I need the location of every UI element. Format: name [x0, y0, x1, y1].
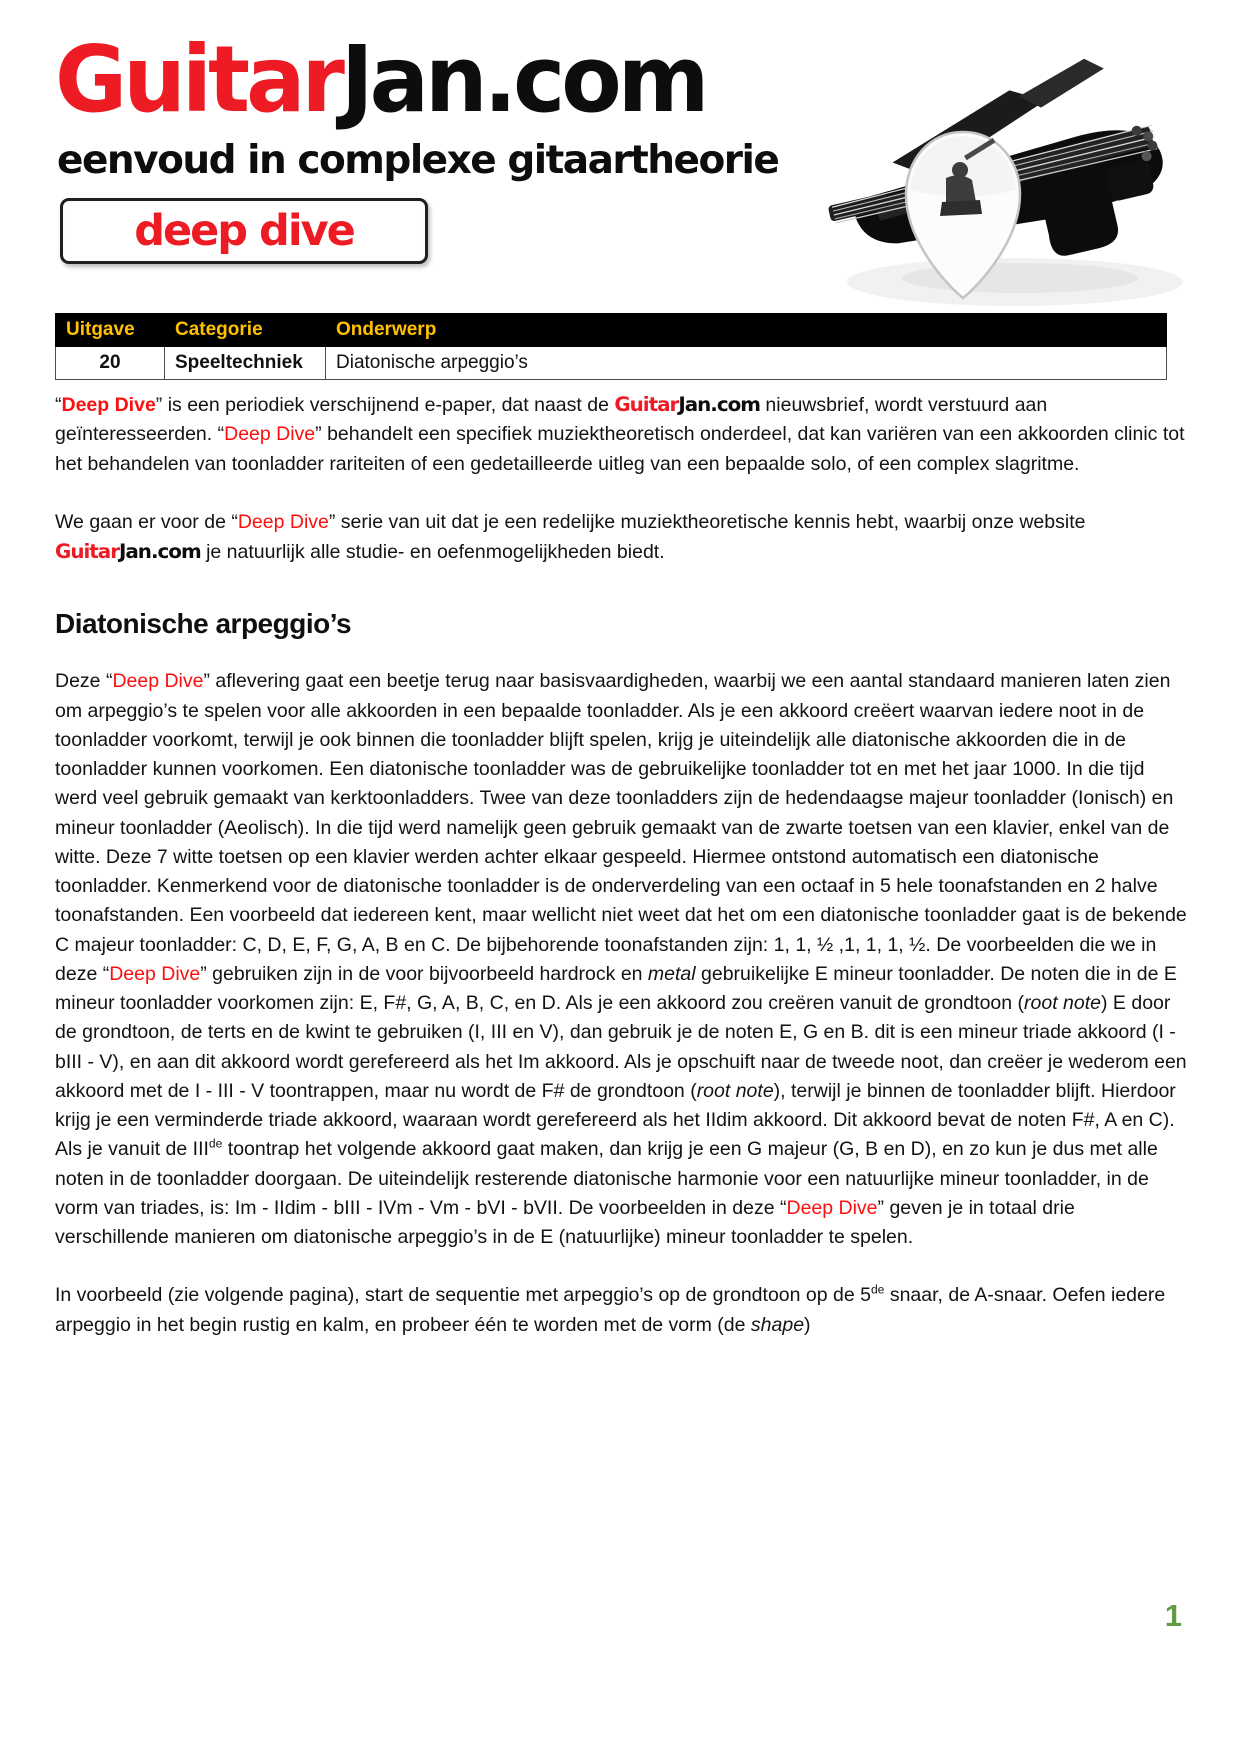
text-segment-red: Deep Dive — [224, 423, 316, 446]
text-segment: ” is een periodiek verschijnend e-paper, dat naast de — [155, 394, 615, 416]
cell-categorie: Speeltechniek — [165, 347, 326, 380]
text-segment: Deze “ — [55, 670, 113, 693]
text-segment-i: metal — [647, 962, 696, 985]
superscript-text: de — [208, 1136, 223, 1151]
guitar-plectrum-illustration — [800, 40, 1210, 330]
intro-paragraph — [55, 390, 1187, 479]
text-segment: toontrap het volgende akkoord gaat maken, dan krijg je een G majeur (G, B en D), en zo kun je dus met alle noten in de toonladder doorgaan. De uiteindelijk resterende diatonische harmonie voor een natuurlijke mineur toonladder, in de vorm van triades, is: Im - IIdim - bIII - IVm - Vm - bVI - bVII. De voorbeelden in deze “ — [55, 1138, 1158, 1219]
inline-logo-red: Guitar — [55, 540, 119, 563]
text-segment: gebruikelijke E mineur toonladder. De noten die in de E mineur toonladder voorkomen zijn: E, F#, G, A, B, C, en D. Als je een akkoord zou creëren vanuit de grondtoon ( — [55, 962, 1177, 1014]
text-segment: snaar, de A-snaar. Oefen iedere arpeggio in het begin rustig en kalm, en probeer één te worden met de vorm (de — [55, 1284, 1166, 1336]
header-uitgave: Uitgave — [56, 314, 165, 347]
inline-logo-red: Guitar — [614, 393, 679, 416]
text-segment: je natuurlijk alle studie- en oefenmogelijkheden biedt. — [200, 541, 665, 563]
text-segment: ” behandelt een specifiek muziektheoretisch onderdeel, dat kan variëren van een akkoorden clinic tot het behandelen van toonladder rariteiten of een gedetailleerde uitleg van een bepaalde solo, of een complex slagritme. — [55, 423, 1185, 475]
text-segment: ) — [804, 1313, 811, 1336]
text-segment: In voorbeeld (zie volgende pagina), start de sequentie met arpeggio’s op de grondtoon op de 5 — [55, 1284, 871, 1307]
logo-tagline: eenvoud in complexe gitaartheorie — [57, 138, 779, 183]
series-note-paragraph — [55, 508, 1187, 568]
issue-meta-table — [55, 313, 1167, 380]
inline-logo-black: Jan.com — [678, 393, 760, 416]
text-segment-red: Deep Dive — [112, 670, 204, 693]
text-segment-i: root note — [696, 1079, 774, 1102]
text-segment: We gaan er voor de “ — [55, 510, 238, 533]
document-body — [55, 390, 1187, 1369]
outro-paragraph — [55, 1281, 1187, 1340]
text-segment: ” gebruiken zijn in de voor bijvoorbeeld hardrock en — [200, 962, 648, 985]
inline-guitarjan-logo — [55, 540, 201, 563]
text-segment: ” aflevering gaat een beetje terug naar basisvaardigheden, waarbij we een aantal standaard manieren laten zien om arpeggio’s te spelen voor alle akkoorden in een bepaalde toonladder. Als je een akkoord creëert waarvan iedere noot in de toonladder voorkomt, terwijl je ook binnen die toonladder blijft spelen, krijg je uiteindelijk alle diatonische akkoorden die in de toonladder kunnen voorkomen. Een diatonische toonladder was de gebruikelijke toonladder tot en met het jaar 1000. In die tijd werd veel gebruik gemaakt van kerktoonladders. Twee van deze toonladders zijn de hedendaagse majeur toonladder (Ionisch) en mineur toonladder (Aeolisch). In die tijd werd namelijk geen gebruik gemaakt van de zwarte toetsen van een klavier, enkel van de witte. Deze 7 witte toetsen op een klavier werden achter elkaar gespeeld. Hiermee ontstond automatisch een diatonische toonladder. Kenmerkend voor de diatonische toonladder is de onderverdeling van een octaaf in 5 hele toonafstanden en 2 halve toonafstanden. Een voorbeeld dat iedereen kent, maar wellicht niet weet dat het om een diatonische toonladder gaat is de bekende C majeur toonladder: C, D, E, F, G, A, B en C. De bijbehorende toonafstanden zijn: 1, 1, ½ ,1, 1, 1, ½. De voorbeelden die we in deze “ — [55, 670, 1187, 985]
cell-onderwerp: Diatonische arpeggio’s — [326, 347, 1167, 380]
inline-logo-black: Jan.com — [119, 540, 201, 563]
text-segment: ) E door de grondtoon, de terts en de kwint te gebruiken (I, III en V), dan gebruik je de noten E, G en B. dit is een mineur triade akkoord (I - bIII - V), en aan dit akkoord wordt gerefereerd als het Im akkoord. Als je opschuift naar de tweede noot, dan creëer je wederom een akkoord met de I - III - V toontrappen, maar nu wordt de F# de grondtoon ( — [55, 992, 1187, 1102]
main-paragraph — [55, 667, 1187, 1252]
meta-table-header-row — [56, 314, 1167, 347]
text-segment: “ — [55, 394, 62, 416]
text-segment: ), terwijl je binnen de toonladder blijft. Hierdoor krijg je een verminderde triade akkoord, waaraan wordt gerefereerd als het IIdim akkoord. Dit akkoord bevat de noten F#, A en C). Als je vanuit de III — [55, 1079, 1176, 1161]
section-heading: Diatonische arpeggio’s — [55, 608, 352, 640]
inline-guitarjan-logo — [614, 393, 760, 416]
guitarjan-logo — [55, 25, 706, 134]
text-segment-red: Deep Dive — [786, 1196, 878, 1219]
page-number: 1 — [1164, 1598, 1182, 1633]
superscript-text: de — [870, 1282, 885, 1297]
text-segment-i: shape — [750, 1313, 805, 1336]
logo-text-black: Jan.com — [340, 25, 706, 134]
text-segment: ” geven je in totaal drie verschillende manieren om diatonische arpeggio’s in de E (natuurlijke) mineur toonladder te spelen. — [55, 1196, 1075, 1248]
text-segment-redbold: Deep Dive — [61, 394, 156, 416]
header-onderwerp: Onderwerp — [326, 314, 1167, 347]
text-segment-red: Deep Dive — [237, 510, 329, 533]
text-segment: ” serie van uit dat je een redelijke muziektheoretische kennis hebt, waarbij onze website — [328, 510, 1086, 533]
meta-table-data-row — [56, 347, 1167, 380]
logo-text-red: Guitar — [55, 25, 341, 134]
deep-dive-badge — [60, 198, 428, 264]
text-segment-red: Deep Dive — [109, 962, 201, 985]
header-categorie: Categorie — [165, 314, 326, 347]
text-segment-i: root note — [1024, 992, 1102, 1014]
text-segment: nieuwsbrief, wordt verstuurd aan geïnteresseerden. “ — [55, 394, 1048, 446]
cell-uitgave: 20 — [56, 347, 165, 380]
deep-dive-badge-label: deep dive — [134, 206, 354, 256]
